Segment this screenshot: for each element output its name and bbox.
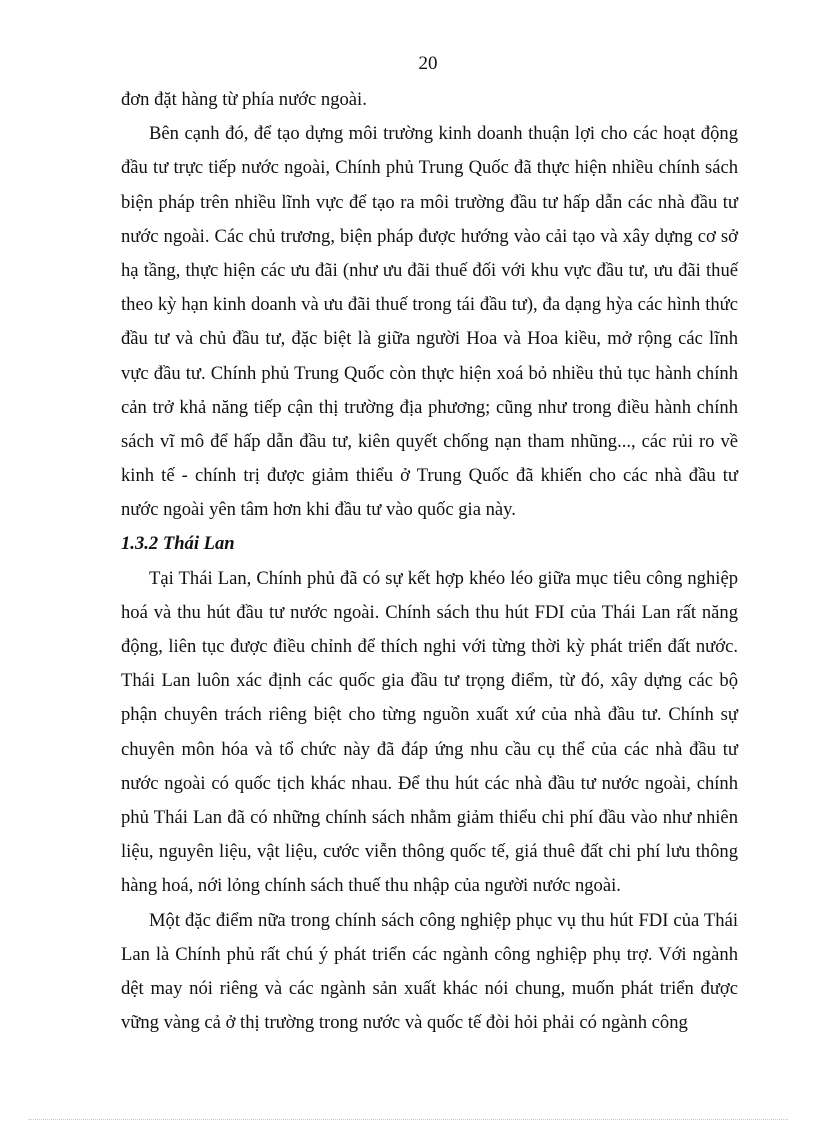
body-text (121, 83, 738, 1040)
text-line: nước ngoài yên tâm hơn khi đầu tư vào quốc gia này. (121, 499, 516, 521)
text-line: hàng hoá, nới lỏng chính sách thuế thu nhập của người nước ngoài. (121, 875, 621, 897)
text-line: động, liên tục được điều chỉnh để thích nghi với từng thời kỳ phát triển đất nước. (121, 636, 738, 657)
text-line: Tại Thái Lan, Chính phủ đã có sự kết hợp khéo léo giữa mục tiêu công nghiệp (149, 567, 738, 589)
text-line: theo kỳ hạn kinh doanh và ưu đãi thuế trong tái đầu tư), đa dạng hỳa các hình thức (121, 294, 738, 316)
text-line: đầu tư và chủ đầu tư, đặc biệt là giữa người Hoa và Hoa kiều, mở rộng các lĩnh (121, 328, 738, 350)
text-line: hạ tầng, thực hiện các ưu đãi (như ưu đãi thuế đối với khu vực đầu tư, ưu đãi thuế (121, 259, 738, 281)
text-line: Thái Lan luôn xác định các quốc gia đầu tư trọng điểm, từ đó, xây dựng các bộ (121, 670, 738, 692)
text-line: nước ngoài. Các chủ trương, biện pháp được hướng vào cải tạo và xây dựng cơ sở (121, 225, 738, 247)
text-line: hoá và thu hút đầu tư nước ngoài. Chính sách thu hút FDI của Thái Lan rất năng (121, 601, 738, 623)
page-bottom-divider (28, 1119, 788, 1120)
text-line: Bên cạnh đó, để tạo dựng môi trường kinh doanh thuận lợi cho các hoạt động (149, 123, 738, 145)
text-line: nước ngoài có quốc tịch khác nhau. Để thu hút các nhà đầu tư nước ngoài, chính (121, 772, 738, 794)
text-line: phận chuyên trách riêng biệt cho từng nguồn xuất xứ của nhà đầu tư. Chính sự (121, 704, 738, 726)
text-line: sách vĩ mô để hấp dẫn đầu tư, kiên quyết chống nạn tham nhũng..., các rủi ro về (121, 430, 738, 452)
text-line: đơn đặt hàng từ phía nước ngoài. (121, 89, 367, 110)
text-line: cản trở khả năng tiếp cận thị trường địa phương; cũng như trong điều hành chính (121, 396, 738, 418)
text-line: phủ Thái Lan đã có những chính sách nhằm giảm thiểu chi phí đầu vào như nhiên (121, 806, 738, 828)
text-line: đầu tư trực tiếp nước ngoài, Chính phủ Trung Quốc đã thực hiện nhiều chính sách (121, 157, 738, 179)
page-number: 20 (418, 53, 438, 74)
text-line: Một đặc điểm nữa trong chính sách công nghiệp phục vụ thu hút FDI của Thái (149, 909, 738, 931)
text-line: dệt may nói riêng và các ngành sản xuất khác nói chung, muốn phát triển được (121, 977, 738, 999)
text-line: vực đầu tư. Chính phủ Trung Quốc còn thực hiện xoá bỏ nhiều thủ tục hành chính (121, 362, 738, 384)
text-line: Lan là Chính phủ rất chú ý phát triển các ngành công nghiệp phụ trợ. Với ngành (121, 943, 738, 965)
text-line: chuyên môn hóa và tổ chức này đã đáp ứng nhu cầu cụ thể của các nhà đầu tư (121, 738, 738, 760)
text-line: biện pháp trên nhiều lĩnh vực để tạo ra môi trường đầu tư hấp dẫn các nhà đầu tư (121, 191, 738, 213)
text-line: liệu, nguyên liệu, vật liệu, cước viễn thông quốc tế, giá thuê đất chi phí lưu thông (121, 841, 738, 863)
section-heading: 1.3.2 Thái Lan (121, 533, 235, 555)
text-line: kinh tế - chính trị được giảm thiểu ở Trung Quốc đã khiến cho các nhà đầu tư (121, 465, 738, 487)
text-line: vững vàng cả ở thị trường trong nước và quốc tế đòi hỏi phải có ngành công (121, 1012, 688, 1034)
